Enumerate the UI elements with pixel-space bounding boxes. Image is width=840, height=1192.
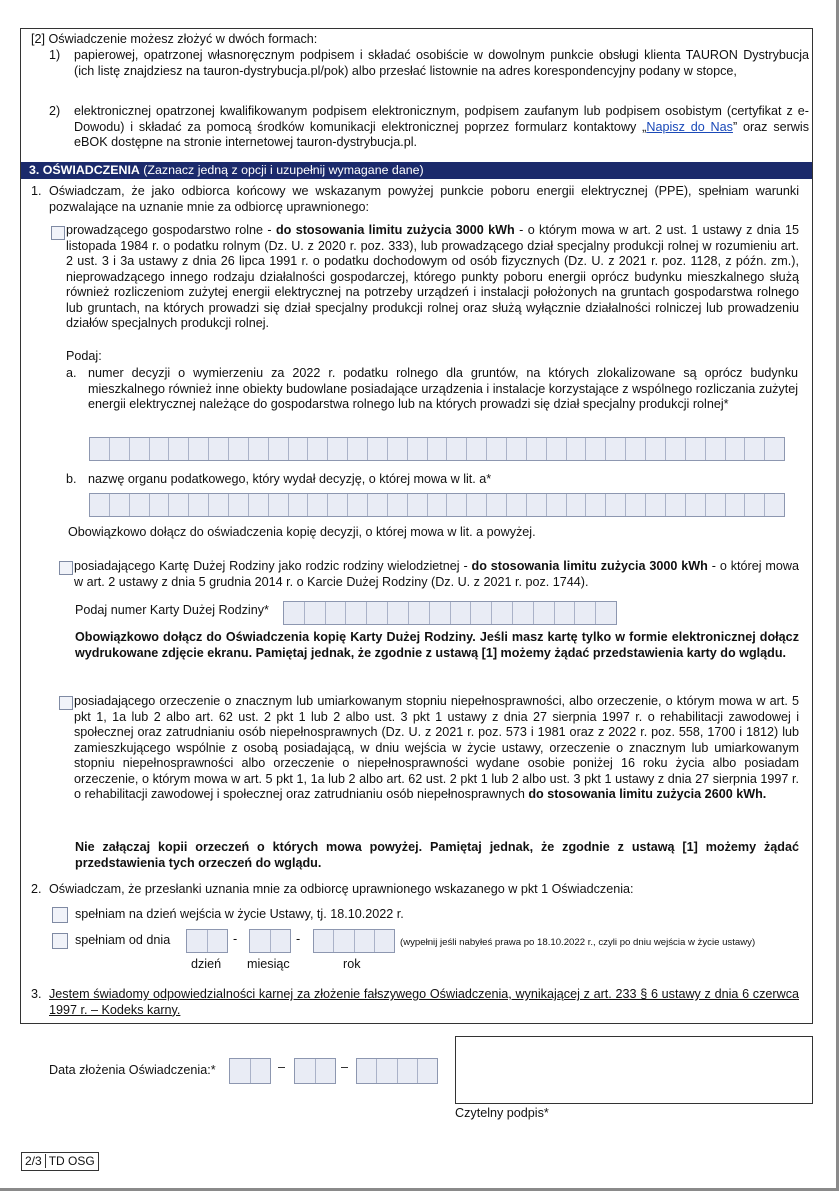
input-cell[interactable] [625,494,645,516]
day-label: dzień [191,957,222,971]
input-cell[interactable] [466,438,486,460]
input-cell[interactable] [595,602,616,624]
input-cell[interactable] [470,602,491,624]
input-cell[interactable] [397,1059,417,1083]
month-label: miesiąc [247,957,290,971]
input-cell[interactable] [327,438,347,460]
input-cell[interactable] [526,438,546,460]
p1-num: 1. [31,184,42,198]
item-a-label: a. [66,366,77,380]
input-cell[interactable] [367,438,387,460]
p3-text: Jestem świadomy odpowiedzialności karnej za złożenie fałszywego Oświadczenia, wynikającej z art. 233 § 6 ustawy z dnia 6 czerwca 1997 r. – Kodeks karny. [49,987,799,1017]
opt-large-family-text: posiadającego Kartę Dużej Rodziny jako rodzic rodziny wielodzietnej - do stosowania limitu zużycia 3000 kWh - o której mowa w art. 2 ustawy z dnia 5 grudnia 2014 r. o Karcie Dużej Rodziny (Dz. U. z 2021 r. poz. 1744). [74,559,799,589]
input-cell[interactable] [764,494,784,516]
input-cell[interactable] [288,494,308,516]
opt-from-law-date-text: spełniam na dzień wejścia w życie Ustawy, tj. 18.10.2022 r. [75,907,404,921]
input-cell[interactable] [307,494,327,516]
input-cell[interactable] [357,1059,376,1083]
input-cell[interactable] [366,602,387,624]
input-cell[interactable] [429,602,450,624]
input-cell[interactable] [566,494,586,516]
input-cell[interactable] [554,602,575,624]
section-hint: (Zaznacz jedną z opcji i uzupełnij wymagane dane) [143,163,424,177]
p3-num: 3. [31,987,42,1001]
opt-farm-text: prowadzącego gospodarstwo rolne - do stosowania limitu zużycia 3000 kWh - o którym mowa w art. 2 ust. 1 ustawy z dnia 15 listopada 1984 r. o podatku rolnym (Dz. U. z 2020 r. poz. 333), lub prowadzącego dział specjalny produkcji rolnej w rozumieniu art. 2 ust. 3 i 3a ustawy z dnia 26 lipca 1991 r. o podatku dochodowym od osób fizycznych (Dz. U. z 2021 r. poz. 1128, z późn. zm.), nieprowadzącego innego rodzaju działalności gospodarczej, którego punkty poboru energii oprócz budynku mieszkalnego służą również rozliczeniom zużytej energii elektrycznej na potrzeby urządzeń i instalacji położonych na gruntach gospodarstwa rolnego lub gruntach, na których prowadzi się dział specjalny produkcji rolnej oraz służą wyłącznie działalności rolniczej lub prowadzeniu działów specjalnych produkcji rolnej. [66,223,799,330]
note-title: [2] Oświadczenie możesz złożyć w dwóch formach: [31,32,318,46]
input-cell[interactable] [149,438,169,460]
input-cell[interactable] [491,602,512,624]
input-cell[interactable] [665,494,685,516]
item-a-text: numer decyzji o wymierzeniu za 2022 r. podatku rolnego dla gruntów, na których zlokalizowane są oprócz budynku mieszkalnego również inne obiekty budowlane posiadające urządzenia i instalacje korzystające z wspólnego rozliczania zużytej energii elektrycznej należące do gospodarstwa rolnego lub na których prowadzi się dział specjalny produkcji rolnej* [88,366,798,411]
input-cell[interactable] [585,494,605,516]
input-cell[interactable] [367,494,387,516]
note-item-2-num: 2) [49,104,61,118]
input-cell[interactable] [295,1059,315,1083]
checkbox-from-law-date[interactable] [52,907,68,923]
input-cell[interactable] [417,1059,437,1083]
section-header [21,162,812,179]
input-cell[interactable] [270,930,291,952]
input-cell[interactable] [705,494,725,516]
input-cell[interactable] [486,438,506,460]
input-cell[interactable] [168,494,188,516]
input-cell[interactable] [574,602,595,624]
input-cell[interactable] [327,494,347,516]
input-cell[interactable] [315,1059,336,1083]
input-cell[interactable] [149,494,169,516]
input-cell[interactable] [230,1059,250,1083]
input-cell[interactable] [725,438,745,460]
input-cell[interactable] [744,494,764,516]
input-cell[interactable] [374,930,394,952]
note-item-2-text: elektronicznej opatrzonej kwalifikowanym podpisem elektronicznym, podpisem zaufanym lub podpisem osobistym (certyfikat z e-Dowodu) i składać za pomocą środków komunikacji elektronicznej poprzez formularz kontaktowy „Napisz do Nas” oraz serwis eBOK dostępne na stronie internetowej tauron-dystrybucja.pl. [74,104,810,149]
input-cell[interactable] [407,438,427,460]
input-cell[interactable] [764,438,784,460]
input-cell[interactable] [304,602,325,624]
input-cell[interactable] [188,494,208,516]
signature-label: Czytelny podpis* [455,1106,549,1120]
input-cell[interactable] [90,494,109,516]
input-cell[interactable] [685,494,705,516]
input-cell[interactable] [512,602,533,624]
input-cell[interactable] [208,438,228,460]
input-cell[interactable] [129,438,149,460]
submission-month-input[interactable] [294,1058,336,1084]
input-cell[interactable] [347,438,367,460]
page-footer [21,1152,99,1171]
input-cell[interactable] [566,438,586,460]
input-cell[interactable] [446,438,466,460]
item-b-text: nazwę organu podatkowego, który wydał decyzję, o której mowa w lit. a* [88,472,492,486]
disability-note: Nie załączaj kopii orzeczeń o których mowa powyżej. Pamiętaj jednak, że zgodnie z ustawą [1] możemy żądać przedstawienia tych orzeczeń do wglądu. [75,840,799,870]
note-item-1-num: 1) [49,48,61,62]
section-title: 3. OŚWIADCZENIA [29,163,140,177]
note-item-1-text: papierowej, opatrzonej własnoręcznym podpisem i składać osobiście w dowolnym punkcie obsługi klienta TAURON Dystrybucja (ich listę znajdziesz na tauron-dystrybucja.pl/pok) albo przesłać listownie na adres korespondencyjny podany w stopce, [74,48,809,78]
input-cell[interactable] [427,438,447,460]
input-cell[interactable] [248,494,268,516]
from-day-input[interactable] [186,929,228,953]
input-cell[interactable] [228,494,248,516]
from-month-input[interactable] [249,929,291,953]
input-cell[interactable] [129,494,149,516]
input-cell[interactable] [605,494,625,516]
input-cell[interactable] [250,1059,271,1083]
input-cell[interactable] [546,438,566,460]
input-cell[interactable] [387,494,407,516]
podaj-label: Podaj: [66,349,102,363]
input-cell[interactable] [450,602,471,624]
p2-num: 2. [31,882,42,896]
submission-year-input[interactable] [356,1058,438,1084]
input-cell[interactable] [387,602,408,624]
p2-intro: Oświadczam, że przesłanki uznania mnie za odbiorcę uprawnionego wskazanego w pkt 1 Oświadczenia: [49,882,634,896]
obligatory-decision-note: Obowiązkowo dołącz do oświadczenia kopię decyzji, o której mowa w lit. a powyżej. [68,525,536,539]
input-cell[interactable] [625,438,645,460]
input-cell[interactable] [250,930,270,952]
input-cell[interactable] [228,438,248,460]
input-cell[interactable] [725,494,745,516]
from-date-hint: (wypełnij jeśli nabyłeś prawa po 18.10.2022 r., czyli po dniu wejścia w życie ustawy) [400,937,756,948]
input-cell[interactable] [207,930,228,952]
input-cell[interactable] [446,494,466,516]
input-cell[interactable] [645,438,665,460]
input-cell[interactable] [307,438,327,460]
input-cell[interactable] [188,438,208,460]
submission-date-dash: – [341,1060,349,1074]
input-cell[interactable] [345,602,366,624]
input-cell[interactable] [533,602,554,624]
checkbox-farm[interactable] [51,226,65,240]
tax-office-input[interactable] [89,493,785,517]
kdr-label: Podaj numer Karty Dużej Rodziny* [75,603,269,617]
decision-number-input[interactable] [89,437,785,461]
input-cell[interactable] [187,930,207,952]
p1-intro: Oświadczam, że jako odbiorca końcowy we wskazanym powyżej punkcie poboru energii elektrycznej (PPE), spełniam warunki pozwalające na uznanie mnie za odbiorcę uprawnionego: [49,184,799,214]
input-cell[interactable] [168,438,188,460]
input-cell[interactable] [408,602,429,624]
input-cell[interactable] [486,494,506,516]
input-cell[interactable] [90,438,109,460]
input-cell[interactable] [744,438,764,460]
input-cell[interactable] [109,494,129,516]
input-cell[interactable] [314,930,333,952]
input-cell[interactable] [526,494,546,516]
input-cell[interactable] [407,494,427,516]
kdr-note: Obowiązkowo dołącz do Oświadczenia kopię Karty Dużej Rodziny. Jeśli masz kartę tylko w formie elektronicznej dołącz wydrukowane zdjęcie ekranu. Pamiętaj jednak, że zgodnie z ustawą [1] możemy żądać przedstawienia karty do wglądu. [75,630,799,660]
input-cell[interactable] [268,494,288,516]
input-cell[interactable] [347,494,367,516]
year-label: rok [343,957,361,971]
signature-box[interactable] [455,1036,813,1104]
input-cell[interactable] [665,438,685,460]
input-cell[interactable] [268,438,288,460]
submission-note [31,32,810,149]
kdr-number-input[interactable] [283,601,617,625]
from-year-input[interactable] [313,929,395,953]
input-cell[interactable] [208,494,228,516]
opt-disability-text: posiadającego orzeczenie o znacznym lub umiarkowanym stopniu niepełnosprawności, albo orzeczenie, o którym mowa w art. 5 pkt 1, 1a lub 2 albo art. 62 ust. 2 pkt 1 lub 2 albo ust. 3 pkt 1 ustawy z dnia 27 sierpnia 1997 r. o rehabilitacji zawodowej i społecznej oraz zatrudnianiu osób niepełnosprawnych (Dz. U. z 2021 r. poz. 573 i 1981 oraz z 2022 r. poz. 558, 1700 i 1812) lub zamieszkującego wspólnie z osobą posiadającą, w dniu wejścia w życie ustawy, orzeczenie o znacznym lub umiarkowanym stopniu niepełnosprawności albo orzeczenie o niepełnosprawności wydane osobie poniżej 16 roku życia albo posiadam orzeczenie, o którym mowa w art. 5 pkt 1, 1a lub 2 albo art. 62 ust. 2 pkt 1 lub 2 albo ust. 3 pkt 1 ustawy z dnia 27 sierpnia 1997 r. o rehabilitacji zawodowej i społecznej oraz zatrudnianiu osób niepełnosprawnych do stosowania limitu zużycia 2600 kWh. [74,694,799,801]
input-cell[interactable] [705,438,725,460]
input-cell[interactable] [288,438,308,460]
input-cell[interactable] [284,602,304,624]
input-cell[interactable] [387,438,407,460]
input-cell[interactable] [685,438,705,460]
input-cell[interactable] [333,930,353,952]
input-cell[interactable] [546,494,566,516]
checkbox-disability[interactable] [59,696,73,710]
input-cell[interactable] [506,438,526,460]
input-cell[interactable] [466,494,486,516]
input-cell[interactable] [585,438,605,460]
submission-date-dash: – [278,1060,286,1074]
input-cell[interactable] [109,438,129,460]
page-number: 2/3 [25,1154,42,1168]
checkbox-large-family[interactable] [59,561,73,575]
input-cell[interactable] [427,494,447,516]
contact-form-link[interactable]: Napisz do Nas [646,119,733,134]
input-cell[interactable] [645,494,665,516]
submission-day-input[interactable] [229,1058,271,1084]
input-cell[interactable] [248,438,268,460]
date-dash: - [233,932,238,946]
input-cell[interactable] [354,930,374,952]
input-cell[interactable] [325,602,346,624]
item-b-label: b. [66,472,77,486]
form-frame [20,28,813,1024]
form-code: TD OSG [45,1154,98,1168]
input-cell[interactable] [605,438,625,460]
checkbox-from-date[interactable] [52,933,68,949]
input-cell[interactable] [506,494,526,516]
date-dash: - [296,932,301,946]
input-cell[interactable] [376,1059,396,1083]
submission-date-label: Data złożenia Oświadczenia:* [49,1063,216,1077]
opt-from-date-text: spełniam od dnia [75,933,171,947]
